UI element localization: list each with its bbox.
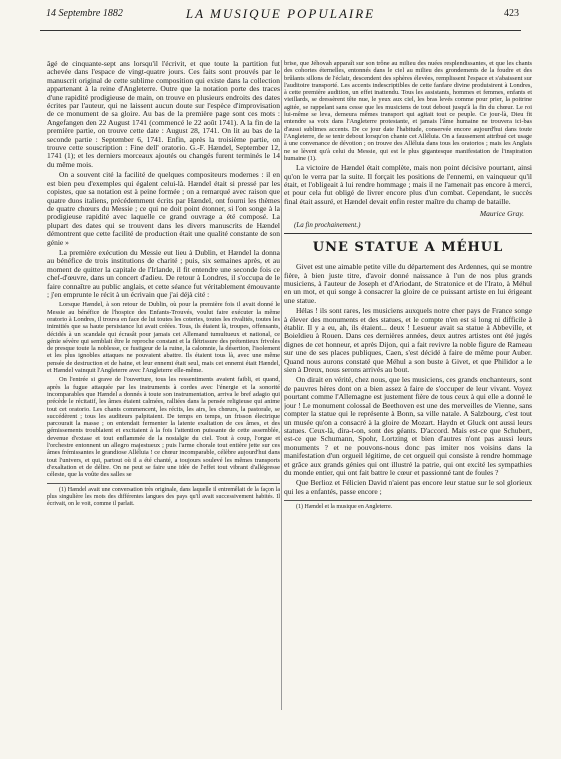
left-quote-1: Lorsque Hændel, à son retour de Dublin, où pour la première fois il avait donné le Messie au bénéfice de l'hospice des Enfants-Trouvés, voulut faire exécuter la même oratorio à Londres, il trouva en face de lui toutes les coteries, toutes les rivalités, toutes les inimitiés que sa haute persistance lui avait créées. Tous, ils étaient là, troupes, offensants, décidés à un scandale qui écrasât pour jamais cet Allemand tumultueux et national, ce génie sévère qui semblait être le reproche constant et la flétrissure des prétentieux frivoles de presque toute la noblesse, ce fustigeur de la ruine, la calomnie, la désertion, l'isolement et les plus ignobles attaques ne pouvaient abattre. Ils étaient tous là, avec une même pensée de destruction et de haine, et leur ennemi était seul, mais cet ennemi était Hændel, et Hændel vainquit l'Angleterre avec l'Angleterre elle-même. bbox=[47, 301, 280, 375]
column-divider bbox=[281, 60, 282, 710]
left-column bbox=[47, 60, 280, 710]
journal-title: LA MUSIQUE POPULAIRE bbox=[185, 6, 376, 21]
header-rule bbox=[40, 30, 521, 31]
continued-note: (La fin prochainement.) bbox=[294, 221, 361, 230]
right-paragraph-1: La victoire de Hændel était complète, mais non point décisive pourtant, ainsi qu'on le verra par la suite. Il forçait les positions de l'ennemi, en vainqueur qu'il était, et l'obligeait à lui rendre hommage ; mais il ne l'amenait pas encore à merci, et pour cela fut obligé de livrer encore plus d'un combat. Cependant, le succès final était assuré, et Hændel devait enfin rester maître du champ de bataille. bbox=[284, 163, 532, 206]
right-footnote-rule bbox=[284, 500, 532, 501]
issue-date: 14 Septembre 1882 bbox=[46, 8, 123, 19]
left-paragraph-1: âgé de cinquante-sept ans lorsqu'il l'écrivit, et que toute la partition fut achevée dans l'espace de vingt-quatre jours. Ces faits sont prouvés par le manuscrit original de cette sublime composition qui existe dans la collection appartenant à la reine d'Angleterre. Outre que la notation porte des traces d'une rapidité prodigieuse de main, on trouve en plusieurs endroits des dates écrites par l'auteur, qui ne laissent aucun doute sur l'espèce d'improvisation de ce monument de sa gloire. Au bas de la première page sont ces mots : Angefangen den 22 August 1741 (commencé le 22 août 1741). A la fin de la première partie, on trouve cette date : August 28, 1741. On lit au bas de la seconde partie : September 6, 1741. Enfin, après la troisième partie, on trouve cette souscription : Fine dell' oratorio. G.-F. Hændel, September 12, 1741 (1); et les derniers morceaux ajoutés ou changés furent terminés le 14 du même mois. bbox=[47, 60, 280, 169]
right-paragraph-2: Givet est une aimable petite ville du département des Ardennes, qui se montre fière, à bien juste titre, d'avoir donné naissance à l'un de nos plus grands musiciens, à l'auteur de Joseph et d'Ariodant, de Stratonice et de l'Irato, à Méhul en un mot, et qui songe à consacrer la gloire de ce puissant artiste en lui érigeant une statue. bbox=[284, 262, 532, 305]
right-paragraph-3: Hélas ! ils sont rares, les musiciens auxquels notre cher pays de France songe à élever des monuments et des statues, et le compte n'en est si long ni difficile à établir. Il y a eu, ah, ils étaient... deux ! Lesueur avait sa statue à Abbeville, et Boieldieu à Rouen. Dans ces dernières années, deux autres artistes ont été jugés dignes de cet honneur, et après Dijon, qui a fait revivre la noble figure de Rameau sur une de ses places publiques, Caen, s'est décidé à faire de même pour Auber. Quand nous aurons constaté que Méhul a son buste à Givet, et que Philidor a le sien à Dreux, nous serons arrivés au bout. bbox=[284, 306, 532, 375]
left-paragraph-3: La première exécution du Messie eut lieu à Dublin, et Hændel la donna au bénéfice de trois institutions de charité ; puis, six semaines après, et au moment de quitter la capitale de l'Irlande, il fit entendre une seconde fois ce chef-d'œuvre, dans un concert d'adieu. De retour à Londres, il s'occupa de le faire connaître au public anglais, et cette séance fut véritablement émouvante ; j'en emprunte le récit à un écrivain que j'ai déjà cité : bbox=[47, 247, 280, 299]
left-paragraph-2: On a souvent cité la facilité de quelques compositeurs modernes : il en est bien peu d'exemples qui égalent celui-là. Hændel était si pressé par les copistes, que sa notation est à peine formée ; on a remarqué avec raison que quatre duos italiens, précédemment écrits par Hændel, ont fourni les thèmes de quatre chœurs du Messie ; ce qui ne doit point étonner, si l'on songe à la prodigieuse rapidité avec laquelle ce grand ouvrage a été composé. La plupart des dates qui se trouvent dans les divers manuscrits de Hændel démontrent que cette facilité de production était une qualité constante de son génie » bbox=[47, 170, 280, 247]
right-quote-continuation: brise, que Jéhovah apparaît sur son trône au milieu des nuées resplendissantes, et que les chants des cohortes éternelles, entonnés dans le ciel au milieu des grondements de la foudre et des brûlants sillons de l'éclair, descendent des sphères élevées, remplissent l'espace et s'abaissent sur l'auditoire transporté. Les accents indescriptibles de cette fanfare divine produisirent à Londres, à cette première audition, un effet inattendu. Tous les assistants, hommes et femmes, enfants et vieillards, se dressèrent tête nue, le yeux aux ciel, les bras levés comme pour prier, la poitrine agitée, se rappelant sans cesse que les musiciens de tout debout jusqu'à la fin du chœur. Le roi lui-même se leva, demeura mêmes transport qui agitait tout ce peuple. Ce jour-là, Dieu fit entendre sa voix dans l'Angleterre protestante, et jamais l'âme humaine ne trouvera ici-bas d'aussi sublimes accents. De ce jour date l'habitude, conservée encore aujourd'hui dans toute l'Angleterre, de se tenir debout lorsqu'on chante cet Alléluia. On a faussement attribué cet usage à une convenance de dévotion ; on trouve des Alléluia dans tous les oratorios ; mais les Anglais ne se lèvent qu'à celui du Messie, qui est le plus gigantesque manifestation de l'inspiration humaine (1). bbox=[284, 60, 532, 162]
right-paragraph-4: On dirait en vérité, chez nous, que les musiciens, ces grands enchanteurs, sont de pauvres hères dont on a bien assez à faire de s'occuper de leur vivant. Voyez pourtant comme l'Allemagne est justement fière de tous ceux à qui elle a donné le jour ! Le monument colossal de Beethoven est une des merveilles de Vienne, sans compter la statue qui le représente à Bonn, sa ville natale. A Salzbourg, c'est tout un musée qu'on a consacré à la gloire de Mozart. Haydn et Gluck ont aussi leurs statues. Ceux-là, dira-t-on, sont des géants. D'accord. Mais est-ce que Schubert, est-ce que Schumann, Spohr, Lortzing et bien d'autres n'ont pas aussi leurs monuments ? et ne pouvons-nous donc pas imiter nos voisins dans la manifestation d'un orgueil légitime, de cet orgueil qui consiste à rendre hommage et grâce aux grands génies qui ont illustré la patrie, qui ont excité les sympathies du monde entier, qui ont fait battre le cœur et passionné tant de foules ? bbox=[284, 375, 532, 477]
section-rule-top bbox=[284, 233, 532, 234]
left-quote-2: On l'entrée si grave de l'ouverture, tous les ressentiments avaient faibli, et quand, après la fugue attaquée par les instruments à cordes avec l'énergie et la sonorité incomparables que Hændel a donnés à toute son instrumentation, arriva le bref adagio qui précède le récitatif, les âmes étaient calmées, ralliées dans la pensée religieuse qui anime tout cet oratorio. Les chants commencent, les récits, les airs, les chœurs, la pastorale, se succédèrent ; tous les auditeurs palpitaient. De temps en temps, un frisson électrique parcourait la masse ; on entendait fermenter la latente exaltation de ces âmes, et des gémissements troublaient et excitaient à la fois l'attention puissante de cette assemblée, devenue d'extase et tout enflammée de la nostalgie du ciel. Tout à coup, l'orgue et l'orchestre entonnent un allegro majestueux ; puis l'arme chorale tout entière jette sur ces âmes frémissantes le grandiose Alléluia ! ce chœur incomparable, célèbre aujourd'hui dans tout l'univers, et qui, partout où il a été chanté, a toujours soulevé les mêmes transports d'exaltation et de délire. On ne peut se faire une idée de l'effet tout vibrant d'allégresse céleste, que la voûte des salles se bbox=[47, 376, 280, 479]
article-title: UNE STATUE A MÉHUL bbox=[312, 240, 504, 256]
right-paragraph-5: Que Berlioz et Félicien David n'aient pas encore leur statue sur le sol glorieux qui les a enfantés, passe encore ; bbox=[284, 478, 532, 496]
footnote-rule bbox=[47, 483, 280, 484]
left-footnote: (1) Hændel avait une conversation très originale, dans laquelle il entremêlait de la façon la plus singulière les mots des différentes langues des pays qu'il avait successivement habités. Il écrivait, on le voit, comme il parlait. bbox=[47, 486, 280, 507]
right-footnote: (1) Hændel et la musique en Angleterre. bbox=[296, 504, 393, 511]
author-signature: Maurice Gray. bbox=[479, 209, 524, 219]
right-column bbox=[284, 60, 532, 759]
page-header bbox=[24, 4, 537, 30]
page-number: 423 bbox=[504, 8, 519, 19]
